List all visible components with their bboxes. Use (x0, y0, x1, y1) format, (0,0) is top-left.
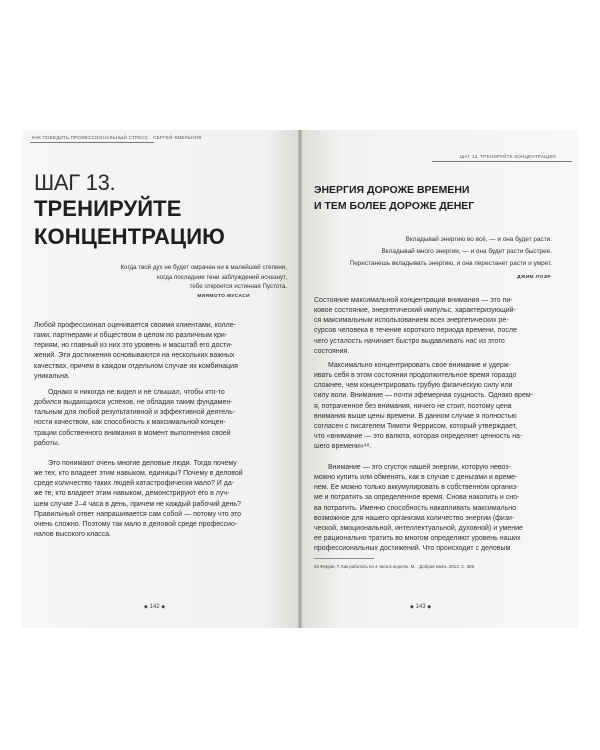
text-line: профессиональных достижений. Что происходит с деловым (314, 545, 511, 553)
section-title (314, 182, 474, 214)
text-line: ческой, эмоциональной, интеллектуальной, духовной) и умение (314, 524, 523, 532)
text-line: очень сложно. Поэтому так мало в деловой среде профессио- (34, 520, 238, 528)
folio-diamond-icon: ◆ (144, 604, 148, 610)
right-running-head: ШАГ 13. ТРЕНИРУЙТЕ КОНЦЕНТРАЦИЮ (460, 154, 557, 159)
text-line: что «внимание — это валюта, которая определяет ценность на- (314, 432, 523, 440)
text-line: ся максимальным использованием всех энергетических ре- (314, 317, 509, 325)
text-line: добился выдающихся успехов, не обладая таким фундамен- (34, 399, 233, 407)
text-line: налов высокого класса. (34, 530, 111, 538)
text-line: Однако я никогда не видел и не слышал, чтобы кто-то (48, 389, 225, 396)
left-running-head: КАК ПОБЕДИТЬ ПРОФЕССИОНАЛЬНЫЙ СТРЕСС · СЕРГЕЙ ХМЕЛЬНОВ (32, 135, 202, 140)
text-line: ности качеством, как способность к максимальной концен- (34, 419, 226, 427)
text-line: же те, кто владеет этим навыком, демонстрируют его в луч- (34, 490, 230, 498)
text-line: ва потратить. Именно способность накапливать максимально (314, 504, 517, 512)
text-line: силу воли. Внимание — почти эфемерная сущность. Однако врем- (314, 392, 533, 400)
footnote: 48 Феррис Т. Как работать по 4 часа в неделю. М. : Добрая книга, 2013. С. 388. (314, 564, 476, 569)
text-line: качествах, причем в каждом отдельном случае их комбинация (34, 362, 238, 370)
text-line: Это понимают очень многие деловые люди. Тогда почему (48, 460, 237, 467)
text-line: состояния. (314, 347, 350, 355)
text-line: сурсов человека в течение короткого периода времени, после (314, 327, 517, 335)
chapter-title (34, 195, 225, 251)
folio-diamond-icon: ◆ (161, 604, 166, 610)
folio-diamond-icon: ◆ (427, 604, 432, 610)
left-paragraph-3 (34, 459, 243, 540)
left-header-rule (30, 142, 154, 143)
section-title-line: ЭНЕРГИЯ ДОРОЖЕ ВРЕМЕНИ (314, 184, 470, 196)
right-paragraph-2 (314, 361, 533, 452)
epigraph-line: Вкладывай энергию во всё, — и она будет расти. (405, 236, 552, 243)
text-line: шего времени»⁴⁸. (314, 443, 372, 451)
epigraph-line: Когда твой дух не будет омрачен ни в малейшей степени, (120, 264, 287, 271)
text-line: ковое состояние, энергетический импульс, характеризующий- (314, 307, 516, 315)
epigraph-line: тебе откроется истинная Пустота. (189, 283, 287, 291)
left-epigraph (120, 263, 287, 292)
page-number-text: 142 (149, 604, 160, 610)
right-page-number (410, 604, 431, 610)
text-line: Любой профессионал оценивается своими клиентами, колле- (34, 322, 236, 329)
text-line: ее рационально тратить во многом определяют уровень наших (314, 534, 521, 542)
chapter-title-line: ТРЕНИРУЙТЕ (34, 196, 182, 221)
right-paragraph-1 (314, 296, 517, 357)
text-line: гами, партнерами и обществом в целом по различным кри- (34, 332, 228, 340)
right-page (300, 130, 578, 628)
epigraph-line: когда последние тени заблуждений исчезнут, (157, 273, 287, 281)
text-line: шем случае 2–4 часа в день, причем не каждый рабочий день? (34, 500, 241, 508)
text-line: возможное для нашего организма количество энергии (физи- (314, 514, 515, 522)
text-line: териям, но главный из них это уровень и масштаб его дости- (34, 342, 233, 350)
folio-diamond-icon: ◆ (410, 604, 414, 610)
text-line: нем. Ее можно только аккумулировать в собственном организ- (314, 484, 519, 492)
right-epigraph (350, 234, 552, 271)
section-title-line: И ТЕМ БОЛЕЕ ДОРОЖЕ ДЕНЕГ (314, 200, 475, 212)
left-page (22, 130, 300, 628)
text-line: можно купить или обменять, как в случае с деньгами и време- (314, 474, 518, 482)
text-line: среде количество таких людей катастрофически мало? И да- (34, 480, 235, 488)
text-line: чего усталость начинает быстро выдавливать нас из этого (314, 337, 505, 345)
text-line: работы. (34, 439, 60, 447)
left-epigraph-author: МИЯМОТО МУСАСИ (197, 294, 250, 299)
text-line: я, потраченное без внимания, ничего не стоит, поэтому цена (314, 402, 512, 410)
text-line: тальным для любой результативной и эффективной деятель- (34, 409, 236, 417)
book-spread (22, 130, 578, 628)
epigraph-line: Перестанешь вкладывать энергию, и она перестанет расти и умрет. (349, 260, 552, 268)
text-line: Внимание — это сгусток нашей энергии, которую невоз- (328, 464, 511, 471)
left-page-number (144, 604, 165, 610)
text-line: согласен с писателем Тимоти Феррисом, который утверждает, (314, 422, 518, 430)
text-line: ме и потратить за определенное время. Снова накопить и сно- (314, 494, 520, 502)
text-line: Правильный ответ напрашивается сам собой — потому что это (34, 510, 242, 518)
text-line: же тех, кто владеет этим навыком, единицы? Почему в деловой (34, 470, 243, 478)
text-line: жений. Эти достижения основываются на нескольких важных (34, 352, 235, 360)
left-paragraph-1 (34, 321, 238, 382)
text-line: уникальна. (34, 372, 70, 380)
text-line: Максимально концентрировать свое внимание и удерж- (328, 362, 511, 369)
right-epigraph-author: ДЖИМ ЛОЭР (517, 275, 551, 280)
text-line: Состояние максимальной концентрации внимания — это пи- (314, 297, 513, 304)
right-header-rule (432, 161, 572, 162)
epigraph-line: Вкладывай много энергии, — и она будет расти быстрее. (381, 248, 552, 256)
text-line: ивать себя в этом состоянии продолжительное время гораздо (314, 372, 517, 380)
text-line: трации собственного внимания в момент выполнения своей (34, 429, 231, 437)
left-paragraph-2 (34, 388, 235, 449)
book-gutter (298, 130, 302, 628)
text-line: внимания выше цены времени. В данном случае я полностью (314, 412, 517, 420)
chapter-title-line: КОНЦЕНТРАЦИЮ (34, 224, 225, 249)
text-line: сложнее, чем концентрировать грубую физическую силу или (314, 382, 513, 390)
footnote-rule (314, 558, 374, 559)
step-number: ШАГ 13. (34, 170, 116, 195)
right-paragraph-3 (314, 463, 523, 554)
page-number-text: 143 (415, 604, 426, 610)
